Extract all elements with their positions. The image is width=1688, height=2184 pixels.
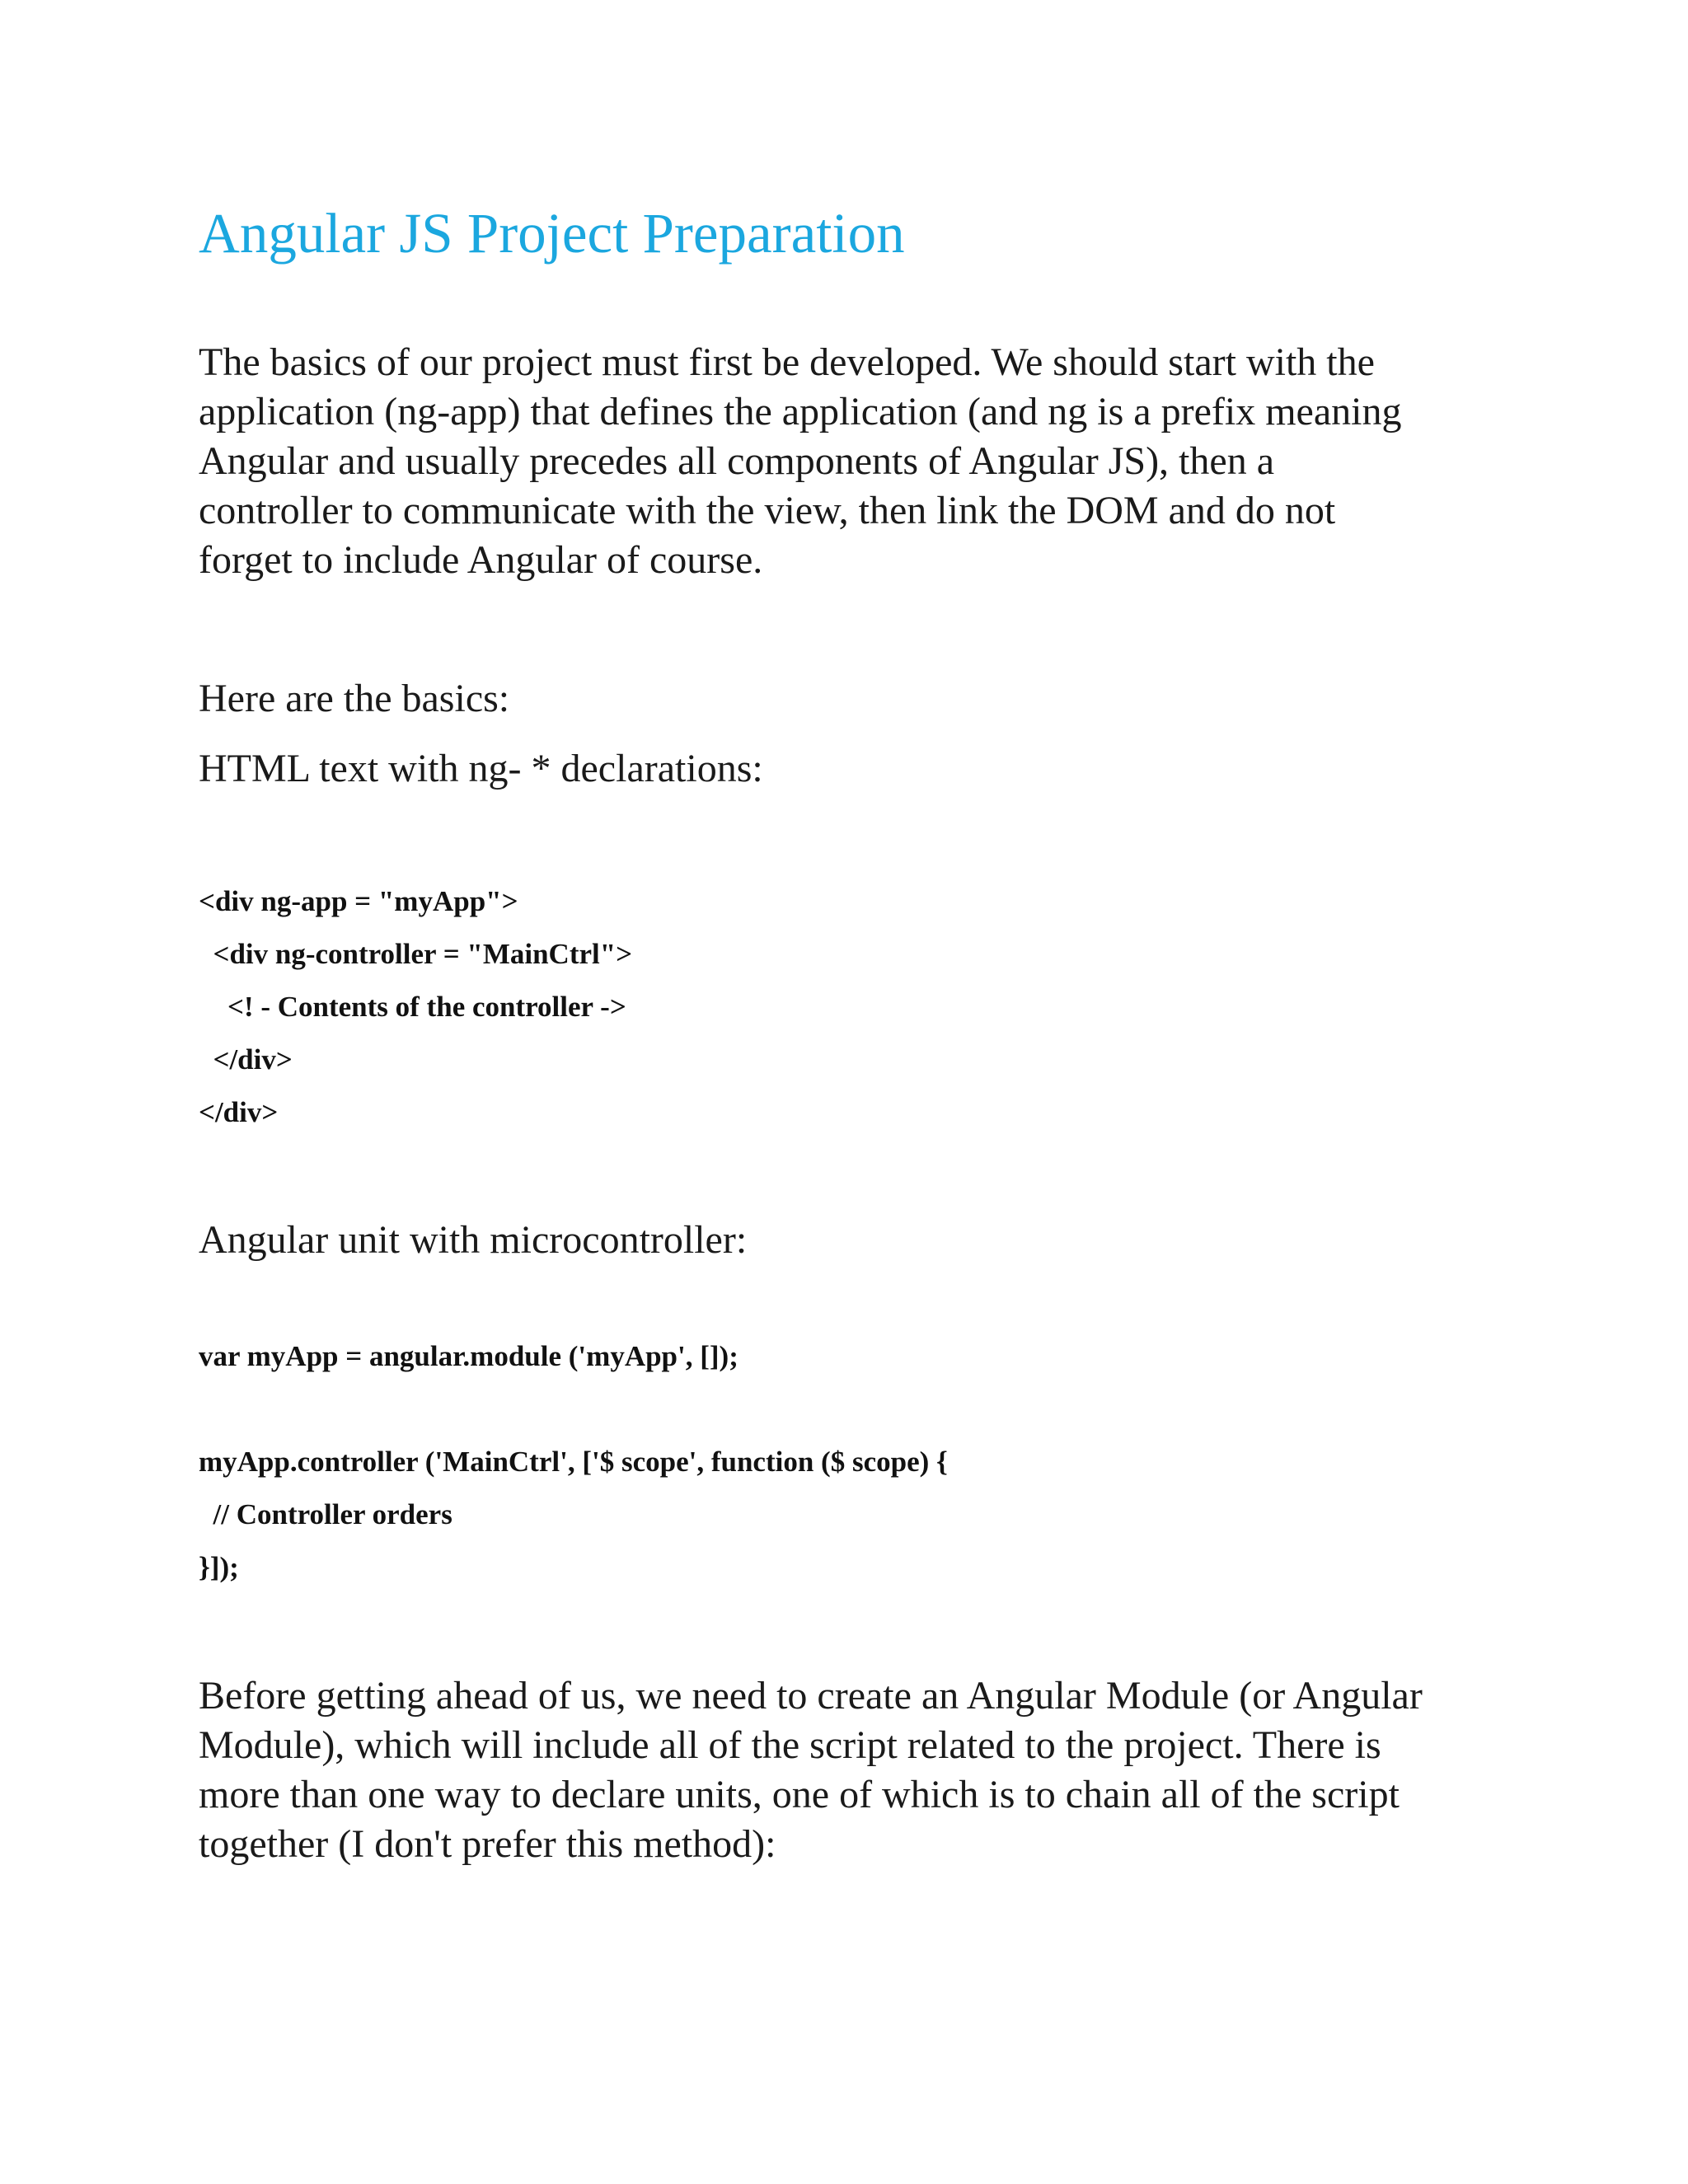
html-code-block: [199, 875, 632, 1139]
closing-line: Module), which will include all of the script related to the project. There is: [199, 1723, 1381, 1767]
code-line: <! - Contents of the controller ->: [199, 991, 626, 1023]
code-line: </div>: [199, 1043, 293, 1076]
unit-heading: Angular unit with microcontroller:: [199, 1218, 748, 1262]
html-heading: HTML text with ng- * declarations:: [199, 747, 763, 790]
closing-line: together (I don't prefer this method):: [199, 1822, 776, 1866]
intro-line: application (ng-app) that defines the application (and ng is a prefix meaning: [199, 390, 1402, 434]
code-line: }]);: [199, 1551, 239, 1583]
code-line: </div>: [199, 1096, 279, 1128]
code-line: // Controller orders: [199, 1498, 452, 1530]
closing-line: Before getting ahead of us, we need to create an Angular Module (or Angular: [199, 1674, 1423, 1718]
page-title: Angular JS Project Preparation: [199, 202, 905, 265]
intro-line: Angular and usually precedes all components of Angular JS), then a: [199, 439, 1274, 483]
code-line: <div ng-app = "myApp">: [199, 885, 518, 917]
closing-line: more than one way to declare units, one of which is to chain all of the script: [199, 1773, 1400, 1816]
closing-paragraph: [199, 1671, 1534, 1869]
code-line: var myApp = angular.module ('myApp', []);: [199, 1340, 738, 1372]
controller-code-block: [199, 1436, 948, 1594]
intro-paragraph: [199, 338, 1534, 585]
intro-line: controller to communicate with the view, then link the DOM and do not: [199, 489, 1336, 532]
module-code-block: [199, 1330, 738, 1383]
code-line: <div ng-controller = "MainCtrl">: [199, 938, 633, 970]
intro-line: forget to include Angular of course.: [199, 538, 763, 582]
basics-heading: Here are the basics:: [199, 677, 510, 720]
code-line: myApp.controller ('MainCtrl', ['$ scope', function ($ scope) {: [199, 1446, 948, 1478]
intro-line: The basics of our project must first be developed. We should start with the: [199, 340, 1375, 384]
